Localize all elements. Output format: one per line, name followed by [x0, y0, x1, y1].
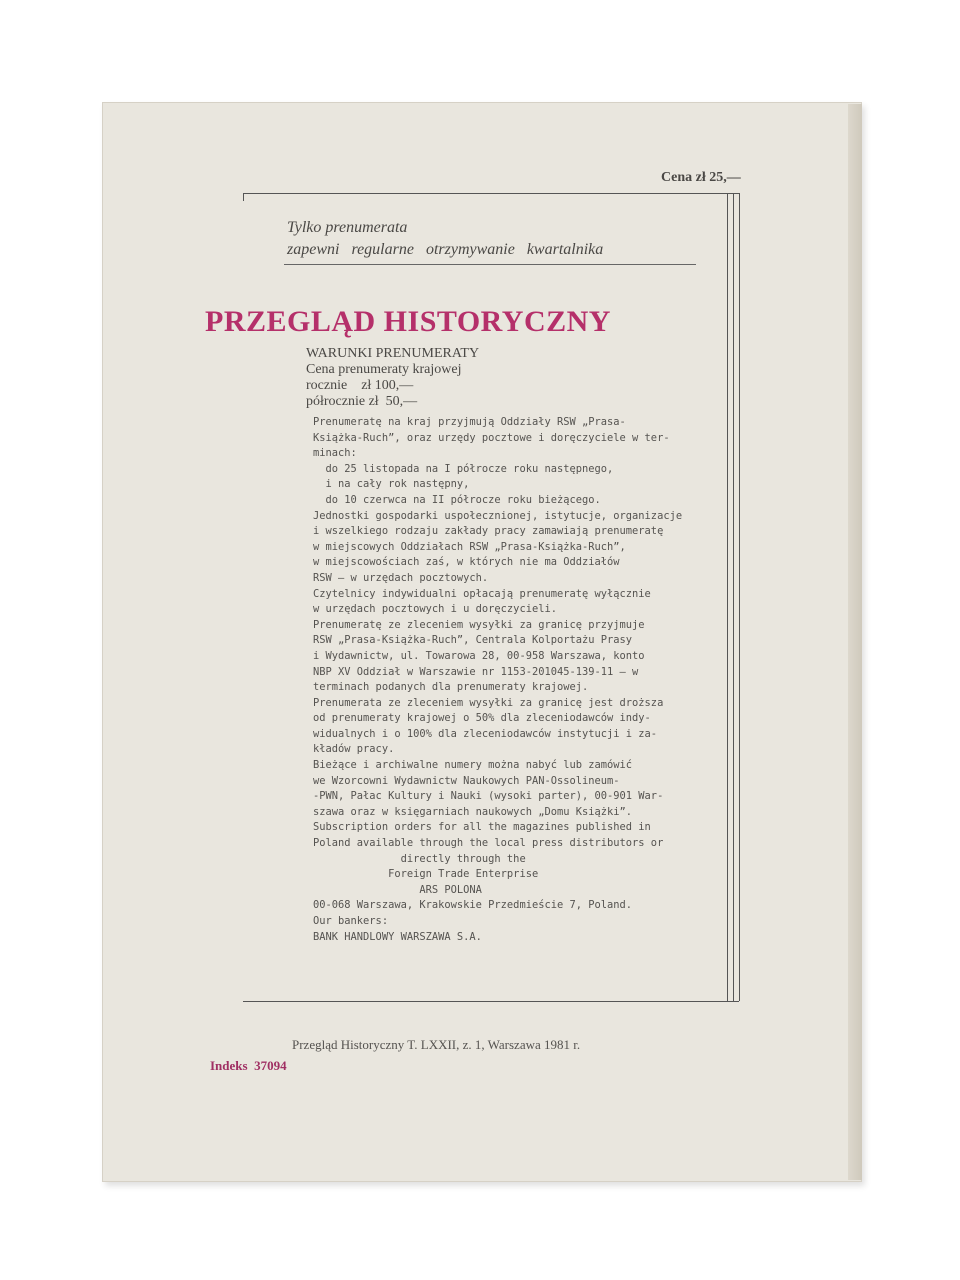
body-line-22: kładów pracy.	[313, 743, 395, 756]
body-line-19: Prenumerata ze zleceniem wysyłki za granicę jest droższa	[313, 696, 664, 709]
body-line-7: Jednostki gospodarki uspołecznionej, istytucje, organizacje	[313, 509, 683, 522]
body-line-1: Prenumeratę na kraj przyjmują Oddziały RSW „Prasa-	[313, 416, 626, 428]
body-line-18: terminach podanych dla prenumeraty krajowej.	[313, 681, 589, 694]
body-line-25: -PWN, Pałac Kultury i Nauki (wysoki parter), 00-901 War-	[313, 790, 664, 803]
body-line-11: RSW — w urzędach pocztowych.	[313, 571, 489, 584]
body-line-28: Poland available through the local press distributors or	[313, 837, 664, 850]
conditions-halfyearly: półrocznie zł 50,—	[306, 394, 418, 409]
subscription-terms-text	[313, 415, 715, 945]
body-line-13: w urzędach pocztowych i u doręczycieli.	[313, 603, 557, 616]
body-line-21: widualnych i o 100% dla zleceniodawców instytucji i za-	[313, 727, 658, 740]
body-line-30: Foreign Trade Enterprise	[313, 868, 539, 881]
journal-title: PRZEGLĄD HISTORYCZNY	[205, 305, 611, 338]
body-line-8: i wszelkiego rodzaju zakłady pracy zamawiają prenumeratę	[313, 525, 664, 538]
body-line-24: we Wzorcowni Wydawnictw Naukowych PAN-Ossolineum-	[313, 774, 620, 787]
body-line-5: i na cały rok następny,	[313, 478, 470, 491]
body-line-33: Our bankers:	[313, 915, 389, 927]
body-line-17: NBP XV Oddział w Warszawie nr 1153-201045-139-11 — w	[313, 665, 639, 678]
body-line-27: Subscription orders for all the magazines published in	[313, 821, 651, 834]
frame-vertical-rule-3	[739, 193, 740, 1001]
conditions-domestic: Cena prenumeraty krajowej	[306, 362, 462, 377]
body-line-6: do 10 czerwca na II półrocze roku bieżącego.	[313, 493, 601, 506]
issue-footer: Przegląd Historyczny T. LXXII, z. 1, Warszawa 1981 r.	[292, 1037, 581, 1052]
body-line-4: do 25 listopada na I półrocze roku następnego,	[313, 462, 614, 475]
conditions-heading: WARUNKI PRENUMERATY	[306, 346, 480, 361]
frame-bottom-rule	[243, 1001, 739, 1002]
body-line-34: BANK HANDLOWY WARSZAWA S.A.	[313, 930, 482, 943]
body-line-10: w miejscowościach zaś, w których nie ma Oddziałów	[313, 556, 620, 569]
body-line-29: directly through the	[313, 852, 526, 865]
frame-vertical-rule-2	[733, 193, 734, 1001]
body-line-20: od prenumeraty krajowej o 50% dla zleceniodawców indy-	[313, 712, 651, 725]
frame-top-rule	[243, 193, 739, 194]
body-line-15: RSW „Prasa-Książka-Ruch”, Centrala Kolportażu Prasy	[313, 634, 633, 647]
body-line-16: i Wydawnictw, ul. Towarowa 28, 00-958 Warszawa, konto	[313, 649, 645, 662]
body-line-23: Bieżące i archiwalne numery można nabyć lub zamówić	[313, 759, 633, 772]
body-line-12: Czytelnicy indywidualni opłacają prenumeratę wyłącznie	[313, 587, 651, 600]
body-line-2: Książka-Ruch”, oraz urzędy pocztowe i doręczyciele w ter-	[313, 431, 670, 444]
body-line-31: ARS POLONA	[313, 883, 482, 896]
tagline-underline	[284, 264, 696, 265]
frame-left-tick	[243, 193, 244, 201]
index-number: Indeks 37094	[210, 1058, 287, 1073]
price-label: Cena zł 25,—	[661, 170, 741, 185]
frame-vertical-rule-1	[727, 193, 728, 1001]
tagline-line-1: Tylko prenumerata	[287, 219, 408, 236]
body-line-14: Prenumeratę ze zleceniem wysyłki za granicę przyjmuje	[313, 618, 645, 631]
paper-spine-edge	[848, 104, 862, 1180]
body-line-26: szawa oraz w księgarniach naukowych „Domu Książki”.	[313, 805, 633, 818]
conditions-yearly: rocznie zł 100,—	[306, 378, 414, 393]
tagline-line-2: zapewni regularne otrzymywanie kwartalnika	[287, 241, 604, 258]
body-line-9: w miejscowych Oddziałach RSW „Prasa-Książka-Ruch”,	[313, 540, 626, 553]
body-line-32: 00-068 Warszawa, Krakowskie Przedmieście 7, Poland.	[313, 899, 633, 912]
body-line-3: minach:	[313, 447, 357, 460]
